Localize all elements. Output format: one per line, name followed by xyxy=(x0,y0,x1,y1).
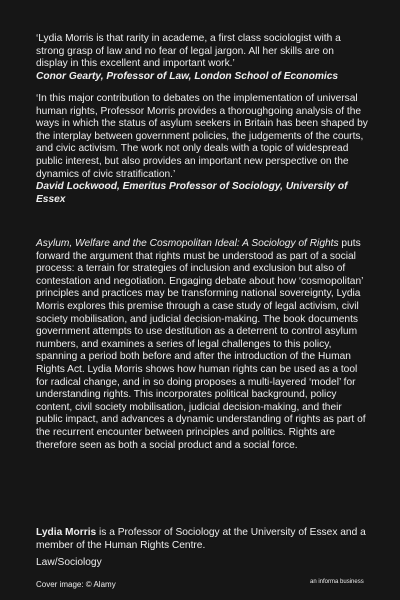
quote-attribution: David Lockwood, Emeritus Professor of Sociology, University of Essex xyxy=(36,181,348,205)
cover-image-credit: Cover image: © Alamy xyxy=(36,580,116,589)
quote-text: ‘Lydia Morris is that rarity in academe, a first class sociologist with a strong grasp of law and no fear of legal jargon. All her skills are on display in this excellent and important work.’ xyxy=(36,33,341,70)
description-body: puts forward the argument that rights must be understood as part of a social process: a terrain for strategies of inclusion and exclusion but also of contestation and negotiation. Engaging debate about how ‘cosmopolitan’ principles and practices may be transforming national sovereignty, Lydia Morris explores this premise through a case study of legal activism, civil society mobilisation, and judicial decision-making. The book documents government attempts to use destitution as a deterrent to control asylum numbers, and examines a series of legal challenges to this policy, spanning a period both before and after the introduction of the Human Rights Act. Lydia Morris shows how human rights can be used as a tool for radical change, and in so doing proposes a multi-layered ‘model’ for understanding rights. This incorporates political background, policy content, civil society mobilisation, judicial decision-making, and their public impact, and advances a dynamic understanding of rights as part of the recurrent encounter between principles and politics. Rights are therefore seen as both a social product and a social force. xyxy=(36,238,366,451)
quote-text: ‘In this major contribution to debates on the implementation of universal human rights, Professor Morris provides a thoroughgoing analysis of the ways in which the status of asylum seekers in Britain has been shaped by the interplay between government policies, the judgements of the courts, and civic activism. The work not only deals with a topic of widespread public interest, but also provides an important new perspective on the dynamics of civic stratification.’ xyxy=(36,93,368,180)
author-bio xyxy=(36,527,368,552)
endorsement-quote-gearty xyxy=(36,33,368,83)
author-name: Lydia Morris xyxy=(36,527,97,538)
quote-attribution: Conor Gearty, Professor of Law, London School of Economics xyxy=(36,70,339,82)
book-title: Asylum, Welfare and the Cosmopolitan Ideal: A Sociology of Rights xyxy=(36,238,339,249)
subject-category: Law/Sociology xyxy=(36,557,102,568)
author-bio-text: is a Professor of Sociology at the University of Essex and a member of the Human Rights Centre. xyxy=(36,527,366,551)
endorsement-quote-lockwood xyxy=(36,93,368,206)
book-description xyxy=(36,238,368,452)
informa-business-line: an informa business xyxy=(310,579,364,585)
